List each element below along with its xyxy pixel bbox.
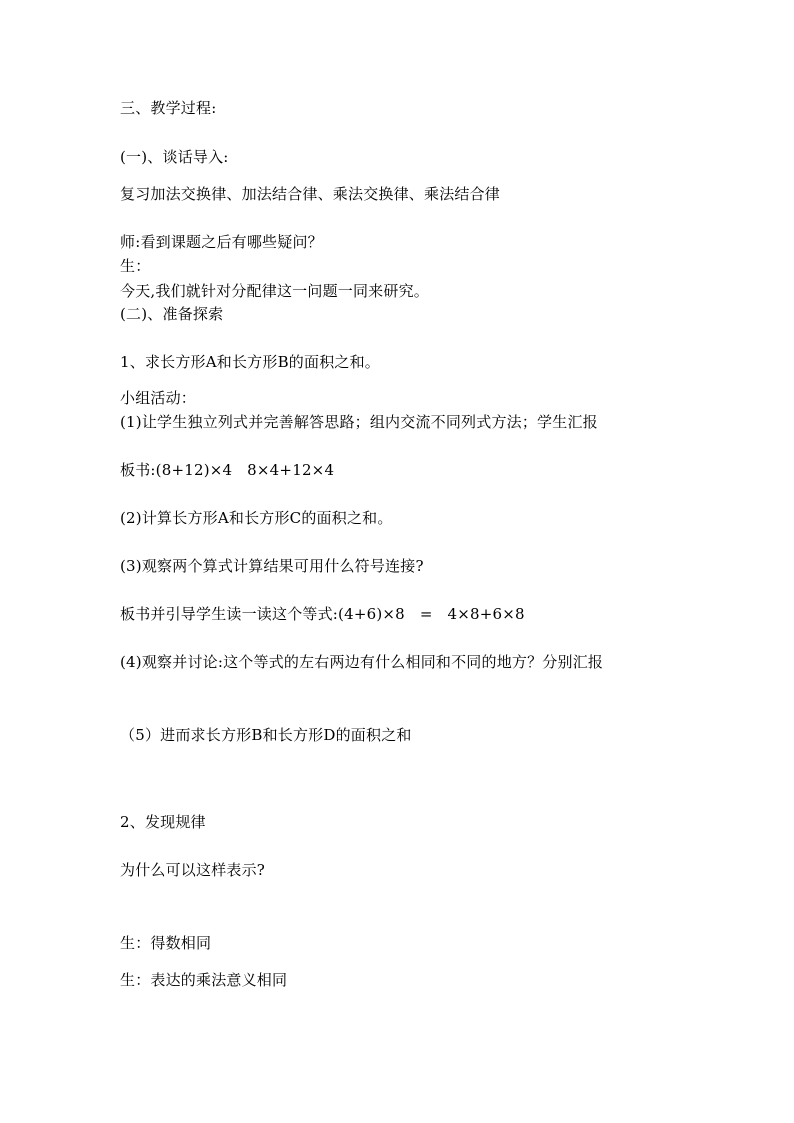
paragraph-group-activity: 小组活动： [120, 389, 197, 407]
paragraph-today-study: 今天,我们就针对分配律这一问题一同来研究。 [120, 282, 429, 300]
paragraph-board-writing-1: 板书:(8+12)×4 8×4+12×4 [120, 461, 335, 479]
paragraph-teacher-question: 师:看到课题之后有哪些疑问？ [120, 233, 323, 251]
paragraph-student-answer-2: 生：表达的乘法意义相同 [120, 971, 288, 989]
paragraph-step-2: (2)计算长方形A和长方形C的面积之和。 [120, 509, 393, 527]
paragraph-task-1: 1、求长方形A和长方形B的面积之和。 [120, 353, 381, 371]
subsection-heading-explore: (二)、准备探索 [120, 305, 224, 323]
paragraph-discover-pattern: 2、发现规律 [120, 813, 206, 831]
subsection-heading-intro: (一)、谈话导入: [120, 148, 229, 166]
paragraph-board-writing-2: 板书并引导学生读一读这个等式:(4+6)×8 = 4×8+6×8 [120, 605, 525, 623]
paragraph-review-laws: 复习加法交换律、加法结合律、乘法交换律、乘法结合律 [120, 185, 501, 203]
section-heading-teaching-process: 三、教学过程: [120, 99, 217, 117]
paragraph-student-answer-1: 生：得数相同 [120, 934, 212, 952]
paragraph-step-5: （5）进而求长方形B和长方形D的面积之和 [120, 726, 412, 744]
paragraph-step-3: (3)观察两个算式计算结果可用什么符号连接? [120, 557, 424, 575]
paragraph-student-label: 生： [120, 257, 151, 275]
paragraph-step-4: (4)观察并讨论:这个等式的左右两边有什么相同和不同的地方？分别汇报 [120, 653, 604, 671]
paragraph-why-question: 为什么可以这样表示? [120, 861, 266, 879]
paragraph-step-1: (1)让学生独立列式并完善解答思路；组内交流不同列式方法；学生汇报 [120, 413, 598, 431]
